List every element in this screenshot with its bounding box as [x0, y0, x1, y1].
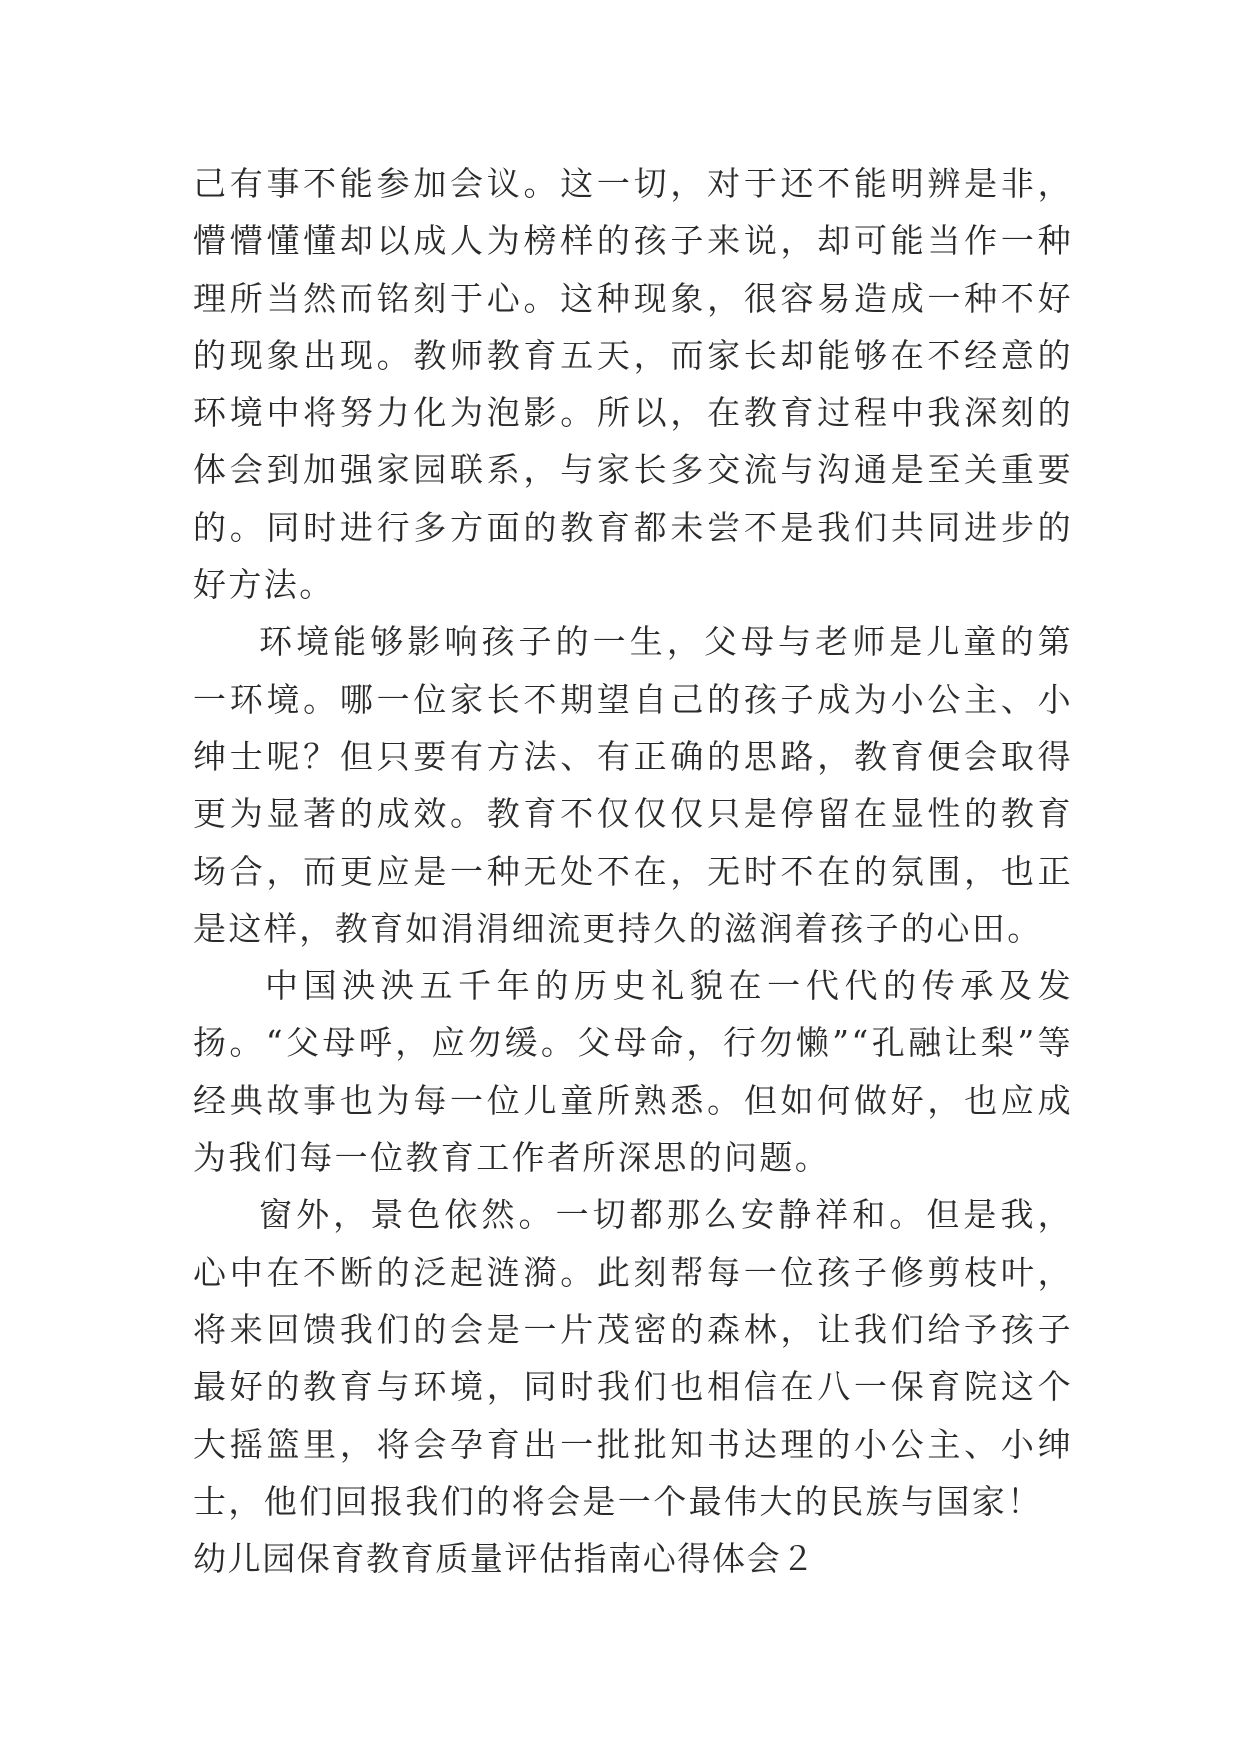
document-body — [193, 155, 1073, 1587]
paragraph-window: 窗外，景色依然。一切都那么安静祥和。但是我，心中在不断的泛起涟漪。此刻帮每一位孩子修剪枝叶，将来回馈我们的会是一片茂密的森林，让我们给予孩子最好的教育与环境，同时我们也相信在八一保育院这个大摇篮里，将会孕育出一批批知书达理的小公主、小绅士，他们回报我们的将会是一个最伟大的民族与国家！ — [193, 1195, 1073, 1521]
paragraph-etiquette: 中国泱泱五千年的历史礼貌在一代代的传承及发扬。“父母呼，应勿缓。父母命，行勿懒”“孔融让梨”等经典故事也为每一位儿童所熟悉。但如何做好，也应成为我们每一位教育工作者所深思的问题。 — [193, 966, 1073, 1178]
paragraph-environment: 环境能够影响孩子的一生，父母与老师是儿童的第一环境。哪一位家长不期望自己的孩子成为小公主、小绅士呢？但只要有方法、有正确的思路，教育便会取得更为显著的成效。教育不仅仅仅只是停留在显性的教育场合，而更应是一种无处不在，无时不在的氛围，也正是这样，教育如涓涓细流更持久的滋润着孩子的心田。 — [193, 622, 1073, 948]
paragraph-continued: 己有事不能参加会议。这一切，对于还不能明辨是非，懵懵懂懂却以成人为榜样的孩子来说，却可能当作一种理所当然而铭刻于心。这种现象，很容易造成一种不好的现象出现。教师教育五天，而家长却能够在不经意的环境中将努力化为泡影。所以，在教育过程中我深刻的体会到加强家园联系，与家长多交流与沟通是至关重要的。同时进行多方面的教育都未尝不是我们共同进步的好方法。 — [193, 164, 1073, 605]
section-heading: 幼儿园保育教育质量评估指南心得体会２ — [193, 1539, 816, 1579]
